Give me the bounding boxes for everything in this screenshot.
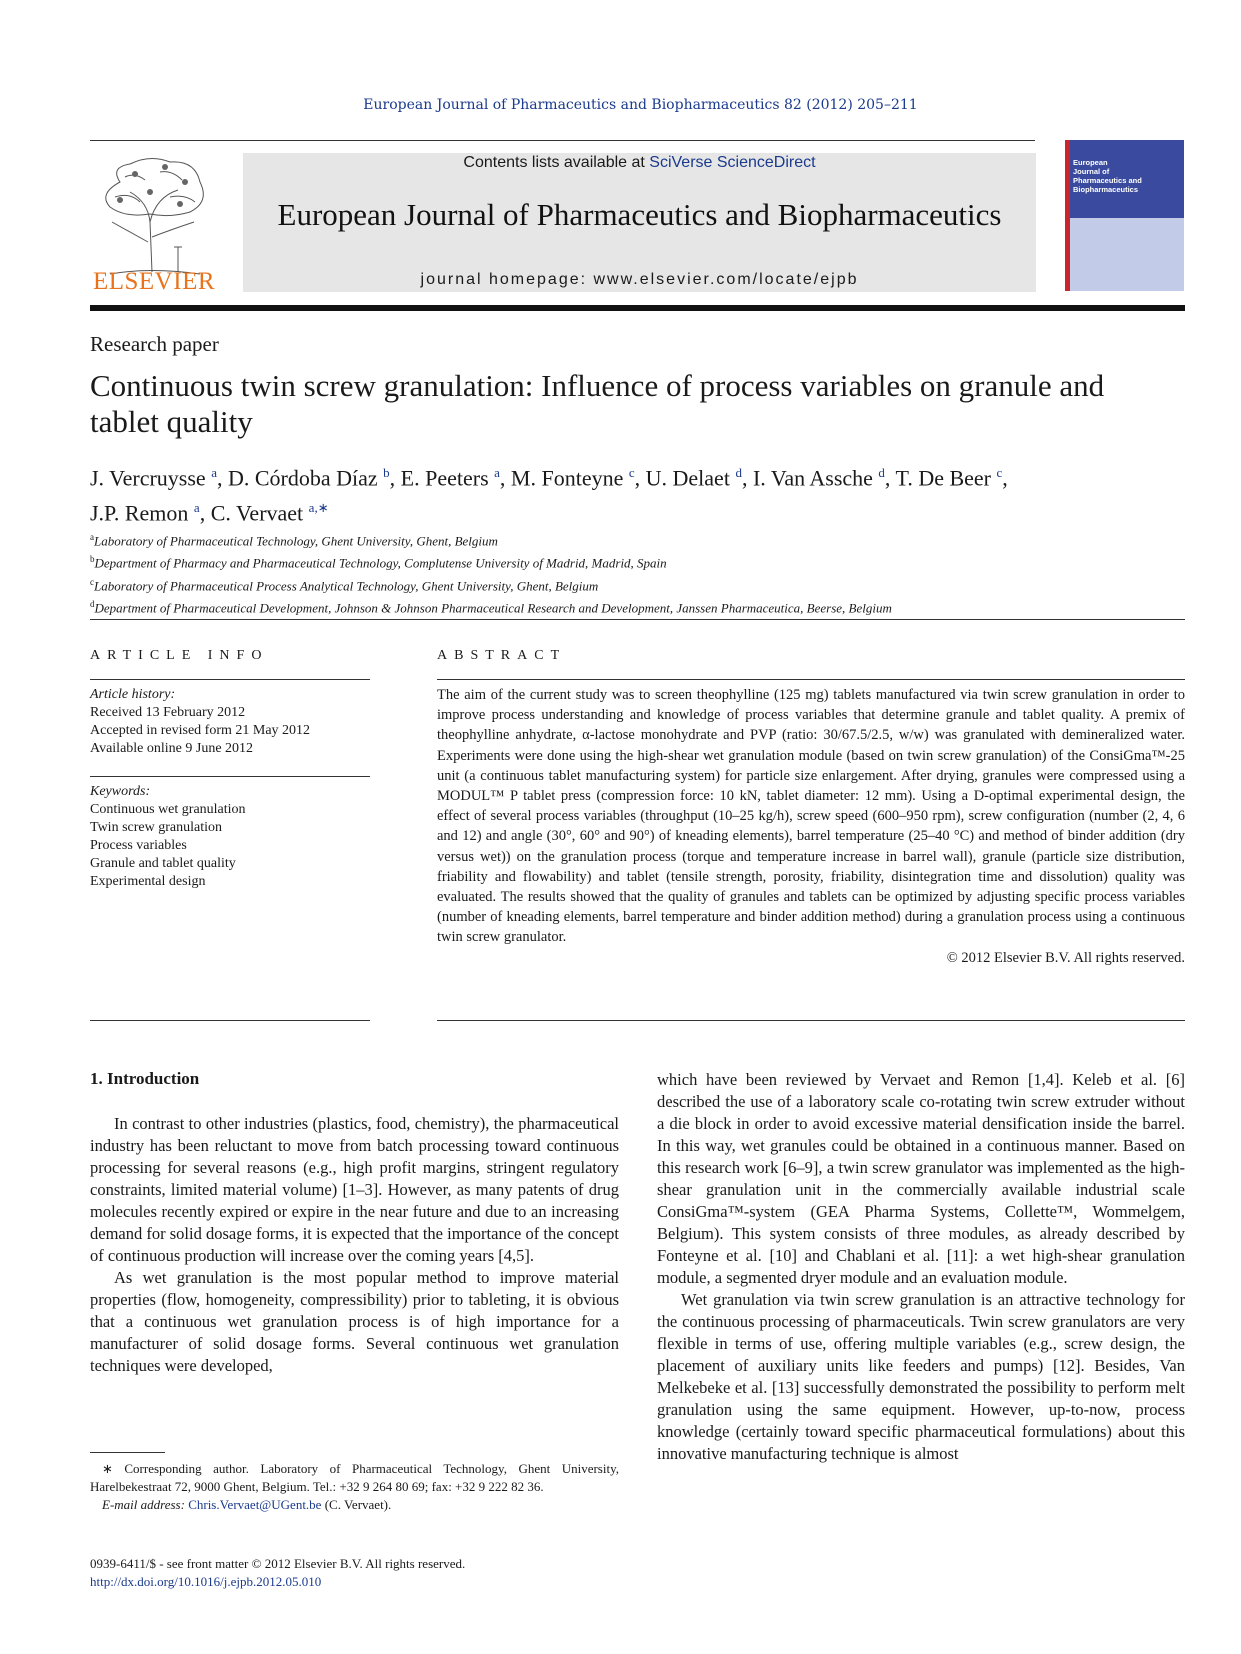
author: J. Vercruysse	[90, 465, 206, 491]
cover-title: European Journal of Pharmaceutics and Biopharmaceutics	[1073, 158, 1142, 194]
footnote	[90, 1460, 619, 1514]
keyword: Experimental design	[90, 874, 206, 889]
history-label: Article history:	[90, 687, 176, 702]
keyword: Process variables	[90, 838, 187, 853]
author: J.P. Remon	[90, 500, 189, 526]
abstract-end-rule	[437, 1020, 1185, 1021]
affiliation: $^a$Laboratory of Pharmaceutical Technology, Ghent University, Ghent, Belgium	[90, 532, 498, 549]
article-type: Research paper	[90, 332, 219, 356]
history-item: Received 13 February 2012	[90, 705, 246, 720]
author: M. Fonteyne	[510, 465, 624, 491]
affiliation-ref[interactable]: d	[878, 465, 885, 480]
contents-line	[243, 154, 1036, 172]
abstract-heading: ABSTRACT	[437, 648, 567, 663]
paragraph: Wet granulation via twin screw granulation is an attractive technology for the continuous processing of pharmaceuticals. Twin screw granulators are very flexible in terms of use, offering multiple variables (e.g., screw design, the placement of auxiliary units like feeders and pumps) [12]. Besides, Van Melkebeke et al. [13] successfully demonstrated the possibility to perform melt granulation using the same equipment. However, up-to-now, process knowledge (certainly toward specific pharmaceutical formulations) about this innovative manufacturing technique is almost	[657, 1290, 1185, 1463]
author-list: J. Vercruysse $^a$, D. Córdoba Díaz $^b$, E. Peeters $^a$, M. Fonteyne $^c$, U. Delaet $^d$, I. Van Assche $^d$, T. De Beer $^c$, J.P. Remon $^a$, C. Vervaet $^{a,∗}$	[90, 465, 1008, 526]
affiliation-ref[interactable]: b	[383, 465, 390, 480]
affiliations	[90, 528, 1190, 617]
article-info-end-rule	[90, 1020, 370, 1021]
journal-reference[interactable]: European Journal of Pharmaceutics and Biopharmaceutics 82 (2012) 205–211	[363, 97, 918, 113]
doi-link[interactable]: http://dx.doi.org/10.1016/j.ejpb.2012.05.010	[90, 1574, 322, 1589]
affiliation-ref[interactable]: a,∗	[308, 500, 329, 516]
sciencedirect-link[interactable]: SciVerse ScienceDirect	[649, 154, 816, 171]
author: C. Vervaet	[210, 500, 304, 526]
author: U. Delaet	[645, 465, 730, 491]
paragraph: In contrast to other industries (plastics, food, chemistry), the pharmaceutical industry has been reluctant to move from batch processing toward continuous processing for several reasons (e.g., high profit margins, stringent regulatory constraints, limited material volume) [1–3]. However, as many patents of drug molecules recently expired or expire in the near future and due to an increasing demand for solid dosage forms, it is expected that the importance of the concept of continuous production will increase over the coming years [4,5].	[90, 1114, 619, 1265]
history-item: Accepted in revised form 21 May 2012	[90, 723, 311, 738]
banner-rule	[90, 305, 1185, 311]
author: I. Van Assche	[752, 465, 873, 491]
section-rule	[90, 619, 1185, 620]
footnote-rule	[90, 1452, 165, 1453]
keyword: Twin screw granulation	[90, 820, 222, 835]
affiliation-ref[interactable]: d	[735, 465, 742, 480]
introduction-right-column	[657, 1069, 1185, 1465]
keywords	[90, 783, 370, 891]
contents-prefix: Contents lists available at	[463, 154, 650, 171]
affiliation-ref[interactable]: a	[211, 465, 217, 480]
author: T. De Beer	[895, 465, 992, 491]
affiliation-ref[interactable]: a	[193, 500, 200, 516]
article-history	[90, 686, 370, 758]
history-item: Available online 9 June 2012	[90, 741, 254, 756]
email-label: E-mail address:	[102, 1497, 185, 1512]
affiliation-ref[interactable]: a	[494, 465, 500, 480]
paragraph: As wet granulation is the most popular method to improve material properties (flow, homogeneity, compressibility) prior to tableting, it is obvious that a continuous wet granulation process is of high importance for a manufacturer of solid dosage forms. Several continuous wet granulation techniques were developed,	[90, 1268, 619, 1375]
author: D. Córdoba Díaz	[227, 465, 378, 491]
keyword: Continuous wet granulation	[90, 802, 246, 817]
abstract-rule	[437, 679, 1185, 680]
article-info-heading: ARTICLE INFO	[90, 648, 269, 663]
keyword: Granule and tablet quality	[90, 856, 236, 871]
journal-title: European Journal of Pharmaceutics and Biopharmaceutics	[277, 197, 1002, 232]
email-suffix: (C. Vervaet).	[324, 1497, 392, 1512]
introduction-heading: 1. Introduction	[90, 1069, 200, 1088]
paragraph: which have been reviewed by Vervaet and Remon [1,4]. Keleb et al. [6] described the use of a laboratory scale co-rotating twin screw extruder without a die block in order to avoid excessive material densification inside the barrel. In this way, wet granules could be obtained in a continuous manner. Based on this research work [6–9], a twin screw granulator was implemented as the high-shear granulation unit in the commercially available industrial scale ConsiGma™-system (GEA Pharma Systems, Collette™, Wommelgem, Belgium). This system consists of three modules, as already described by Fonteyne et al. [10] and Chablani et al. [11]: a wet high-shear granulation module, a segmented dryer module and an evaluation module.	[657, 1070, 1185, 1287]
affiliation-ref[interactable]: c	[628, 465, 635, 480]
introduction-left-column	[90, 1113, 619, 1377]
journal-cover-thumbnail[interactable]	[1065, 140, 1184, 291]
article-title: Continuous twin screw granulation: Influence of process variables on granule and tablet quality	[90, 368, 1105, 439]
front-matter	[90, 1555, 690, 1591]
keywords-rule	[90, 776, 370, 777]
corresponding-author: ∗ Corresponding author. Laboratory of Pharmaceutical Technology, Ghent University, Harelbekestraat 72, 9000 Ghent, Belgium. Tel.: +32 9 264 80 69; fax: +32 9 222 82 36.	[90, 1461, 619, 1494]
affiliation: $^d$Department of Pharmaceutical Development, Johnson & Johnson Pharmaceutical Research and Development, Janssen Pharmaceutica, Beerse, Belgium	[90, 598, 892, 616]
journal-homepage[interactable]: journal homepage: www.elsevier.com/locate/ejpb	[420, 271, 859, 288]
elsevier-wordmark: ELSEVIER	[92, 268, 216, 295]
abstract-copyright: © 2012 Elsevier B.V. All rights reserved.	[946, 949, 1185, 966]
abstract-text: The aim of the current study was to screen theophylline (125 mg) tablets manufactured via twin screw granulation in order to improve process understanding and knowledge of process variables that determine granule and tablet quality. A premix of theophylline anhydrate, α-lactose monohydrate and PVP (ratio: 30/67.5/2.5, w/w) was granulated with demineralized water. Experiments were done using the high-shear wet granulation module (based on twin screw granulation) of the ConsiGma™-25 unit (a continuous tablet manufacturing system) for particle size enlargement. After drying, granules were compressed using a MODUL™ P tablet press (compression force: 10 kN, tablet diameter: 12 mm). Using a D-optimal experimental design, the effect of several process variables (throughput (10–25 kg/h), screw speed (600–950 rpm), screw configuration (number (2, 4, 6 and 12) and angle (30°, 60° and 90°) of kneading elements), barrel temperature (25–40 °C) and method of binder addition (dry versus wet)) on the granulation process (torque and temperature increase in barrel wall), granule (particle size distribution, friability and flowability) and tablet (tensile strength, porosity, friability, disintegration time and dissolution) quality was evaluated. The results showed that the quality of granules and tablets can be optimized by adjusting specific process variables (number of kneading elements, barrel temperature and binder addition method) during a granulation process using a continuous twin screw granulator.	[437, 687, 1185, 946]
affiliation: $^c$Laboratory of Pharmaceutical Process Analytical Technology, Ghent University, Ghent, Belgium	[90, 576, 599, 593]
affiliation-ref[interactable]: c	[996, 465, 1003, 480]
keywords-label: Keywords:	[90, 784, 151, 799]
affiliation: $^b$Department of Pharmacy and Pharmaceutical Technology, Complutense University of Madrid, Madrid, Spain	[90, 554, 667, 571]
article-info-rule	[90, 679, 370, 680]
author: E. Peeters	[400, 465, 489, 491]
issn-line: 0939-6411/$ - see front matter © 2012 Elsevier B.V. All rights reserved.	[90, 1556, 466, 1571]
abstract-body	[437, 685, 1185, 968]
header-rule	[90, 140, 1035, 141]
email-link[interactable]: Chris.Vervaet@UGent.be	[188, 1497, 322, 1512]
